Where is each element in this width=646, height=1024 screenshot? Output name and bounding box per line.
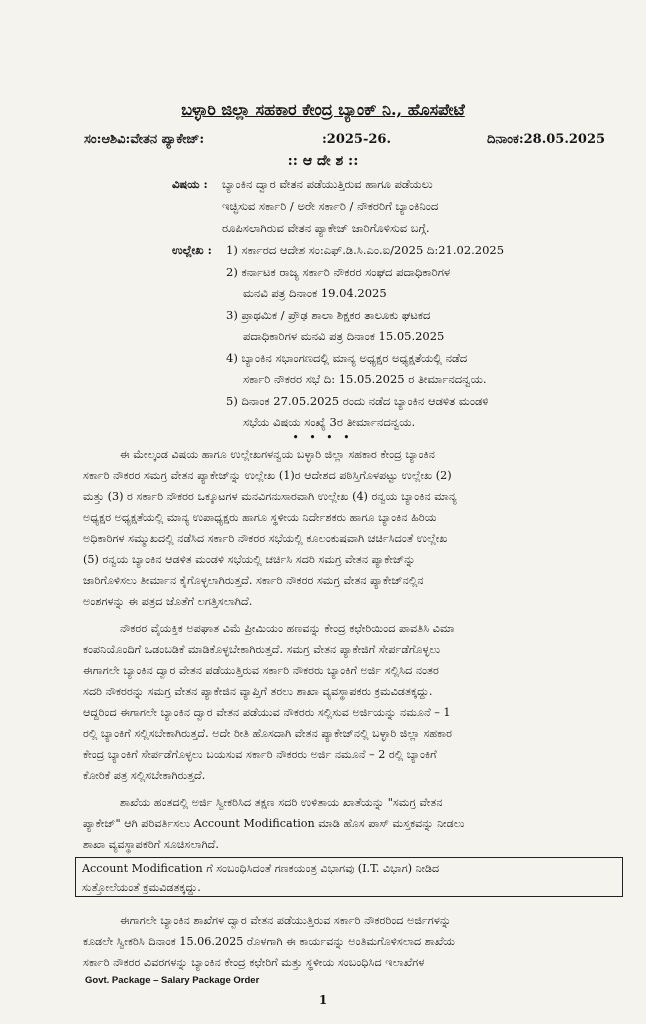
paragraph-3-line: ಪ್ಯಾಕೇಜ್" ಆಗಿ ಪರಿವರ್ತಿಸಲು Account Modification ಮಾಡಿ ಹೊಸ ಪಾಸ್ ಮಸ್ತಕವನ್ನು ನೀಡಲು: [83, 817, 465, 830]
paragraph-1-line: ಸರ್ಕಾರಿ ನೌಕರರ ಸಮಗ್ರ ವೇತನ ಪ್ಯಾಕೇಜ್‌ನ್ನು ಉಲ್ಲೇಖ (1)ರ ಆದೇಶದ ಪಠಿಸ್ತಿಗೊಳಪಟ್ಟು ಉಲ್ಲೇಖ (2): [83, 469, 452, 482]
reference-year: :2025-26.: [322, 132, 391, 147]
page-number: 1: [318, 993, 328, 1007]
paragraph-4-line: ಸರ್ಕಾರಿ ನೌಕರರ ವಿವರಗಳನ್ನು ಬ್ಯಾಂಕಿನ ಕೇಂದ್ರ ಕಛೇರಿಗೆ ಮತ್ತು ಸ್ಥಳೀಯ ಸಂಬಂಧಿಸಿದ ಇಲಾಖೆಗಳ: [83, 956, 425, 969]
paragraph-2-line: ಕಂಪನಿಯೊಂದಿಗೆ ಒಡಂಬಡಿಕೆ ಮಾಡಿಕೊಳ್ಳಬೇಕಾಗಿರುತ್ತದೆ. ಸಮಗ್ರ ವೇತನ ಪ್ಯಾಕೇಜಿಗೆ ಸೇರ್ಪಡೆಗೊಳ್ಳಲು: [83, 643, 441, 656]
paragraph-1-line: ಅಧ್ಯಕ್ಷರ ಅಧ್ಯಕ್ಷತೆಯಲ್ಲಿ ಮಾನ್ಯ ಉಪಾಧ್ಯಕ್ಷರು ಹಾಗೂ ಸ್ಥಳೀಯ ನಿರ್ದೇಶಕರು ಹಾಗೂ ಬ್ಯಾಂಕಿನ ಹಿರಿಯ: [83, 511, 437, 524]
reference-item-5-cont: ಸಭೆಯ ವಿಷಯ ಸಂಖ್ಯೆ 3ರ ತೀರ್ಮಾನದನ್ವಯ.: [243, 415, 416, 429]
reference-item-2: 2) ಕರ್ನಾಟಕ ರಾಜ್ಯ ಸರ್ಕಾರಿ ನೌಕರರ ಸಂಘದ ಪದಾಧಿಕಾರಿಗಳ: [226, 265, 451, 279]
note-line: Account Modification ಗೆ ಸಂಬಂಧಿಸಿದಂತೆ ಗಣಕಯಂತ್ರ ವಿಭಾಗವು (I.T. ವಿಭಾಗ) ನೀಡಿದ: [82, 862, 440, 875]
subject-line: ಇಚ್ಛಿಸುವ ಸರ್ಕಾರಿ / ಅರೇ ಸರ್ಕಾರಿ / ನೌಕರರಿಗೆ ಬ್ಯಾಂಕಿನಿಂದ: [222, 199, 439, 213]
paragraph-1-line: ಅಧಿಕಾರಿಗಳ ಸಮ್ಮುಖದಲ್ಲಿ ನಡೆಸಿದ ಸರ್ಕಾರಿ ನೌಕರರ ಸಭೆಯಲ್ಲಿ ಕೂಲಂಕುಷವಾಗಿ ಚರ್ಚಿಸಿದಂತೆ ಉಲ್ಲೇಖ: [83, 532, 448, 545]
paragraph-2-line: ರಲ್ಲಿ ಬ್ಯಾಂಕಿಗೆ ಸಲ್ಲಿಸಬೇಕಾಗಿರುತ್ತದೆ. ಅದೇ ರೀತಿ ಹೊಸದಾಗಿ ವೇತನ ಪ್ಯಾಕೇಜ್‌ನಲ್ಲಿ ಬಳ್ಳಾರಿ ಜಿಲ್ಲಾ ಸಹಕಾರ: [83, 727, 453, 740]
separator-dots: • • • •: [292, 433, 354, 443]
paragraph-3-line: ಶಾಖೆಯ ಹಂತದಲ್ಲಿ ಅರ್ಜಿ ಸ್ವೀಕರಿಸಿದ ತಕ್ಷಣ ಸದರಿ ಉಳಿತಾಯ ಖಾತೆಯನ್ನು "ಸಮಗ್ರ ವೇತನ: [120, 796, 443, 809]
reference-item-2-cont: ಮನವಿ ಪತ್ರ ದಿನಾಂಕ 19.04.2025: [243, 286, 387, 300]
references-label: ಉಲ್ಲೇಖ :: [172, 243, 212, 257]
paragraph-1-line: (5) ರನ್ವಯ ಬ್ಯಾಂಕಿನ ಆಡಳಿತ ಮಂಡಳಿ ಸಭೆಯಲ್ಲಿ ಚರ್ಚಿಸಿ ಸದರಿ ಸಮಗ್ರ ವೇತನ ಪ್ಯಾಕೇಜ್‌ನ್ನು: [83, 553, 416, 566]
reference-item-4-cont: ಸರ್ಕಾರಿ ನೌಕರರ ಸಭೆ ದಿ: 15.05.2025 ರ ತೀರ್ಮಾನದನ್ವಯ.: [243, 372, 487, 386]
paragraph-4-line: ಕೂಡಲೇ ಸ್ವೀಕರಿಸಿ ದಿನಾಂಕ 15.06.2025 ರೊಳಗಾಗಿ ಈ ಕಾರ್ಯವನ್ನು ಅಂತಿಮಗೊಳಿಸಲಾದ ಶಾಖೆಯ: [83, 935, 456, 948]
paragraph-2-line: ಈಗಾಗಲೇ ಬ್ಯಾಂಕಿನ ದ್ವಾರ ವೇತನ ಪಡೆಯುತ್ತಿರುವ ಸರ್ಕಾರಿ ನೌಕರರು ಬ್ಯಾಂಕಿಗೆ ಅರ್ಜಿ ಸಲ್ಲಿಸಿದ ನಂತರ: [83, 664, 439, 677]
paragraph-1-line: ಈ ಮೇಲ್ಕಂಡ ವಿಷಯ ಹಾಗೂ ಉಲ್ಲೇಖಗಳನ್ವಯ ಬಳ್ಳಾರಿ ಜಿಲ್ಲಾ ಸಹಕಾರ ಕೇಂದ್ರ ಬ್ಯಾಂಕಿನ: [120, 448, 435, 461]
subject-label: ವಿಷಯ :: [172, 177, 208, 191]
subject-line: ರೂಪಿಸಲಾಗಿರುವ ವೇತನ ಪ್ಯಾಕೇಜ್ ಜಾರಿಗೊಳಿಸುವ ಬಗ್ಗೆ.: [222, 221, 430, 235]
paragraph-2-line: ಕೋರಿಕೆ ಪತ್ರ ಸಲ್ಲಿಸಬೇಕಾಗಿರುತ್ತದೆ.: [83, 769, 206, 782]
paragraph-3-line: ಶಾಖಾ ವ್ಯವಸ್ಥಾಪಕರಿಗೆ ಸೂಚಿಸಲಾಗಿದೆ.: [83, 838, 219, 851]
subject-line: ಬ್ಯಾಂಕಿನ ದ್ವಾರ ವೇತನ ಪಡೆಯುತ್ತಿರುವ ಹಾಗೂ ಪಡೆಯಲು: [222, 177, 433, 191]
reference-number: ಸಂ:ಆಶಿವಿ:ವೇತನ ಪ್ಯಾಕೇಜ್:: [84, 132, 205, 147]
reference-item-3-cont: ಪದಾಧಿಕಾರಿಗಳ ಮನವಿ ಪತ್ರ ದಿನಾಂಕ 15.05.2025: [243, 329, 445, 343]
reference-item-1: 1) ಸರ್ಕಾರದ ಆದೇಶ ಸಂ:ಎಫ್.ಡಿ.ಸಿ.ಎಂ.ಐ/2025 ದಿ:21.02.2025: [226, 243, 505, 257]
order-heading: :: ಆ ದೇ ಶ ::: [287, 153, 359, 169]
paragraph-2-line: ಕೇಂದ್ರ ಬ್ಯಾಂಕಿಗೆ ಸೇರ್ಪಡೆಗೊಳ್ಳಲು ಬಯಸುವ ಸರ್ಕಾರಿ ನೌಕರರು ಅರ್ಜಿ ನಮೂನೆ – 2 ರಲ್ಲಿ ಬ್ಯಾಂಕಿಗೆ: [83, 748, 437, 761]
paragraph-1-line: ಜಾರಿಗೊಳಿಸಲು ತೀರ್ಮಾನ ಕೈಗೊಳ್ಳಲಾಗಿರುತ್ತದೆ. ಸರ್ಕಾರಿ ನೌಕರರ ಸಮಗ್ರ ವೇತನ ಪ್ಯಾಕೇಜ್‌ನಲ್ಲಿನ: [83, 574, 424, 587]
paragraph-2-line: ಆದ್ದರಿಂದ ಈಗಾಗಲೇ ಬ್ಯಾಂಕಿನ ದ್ವಾರ ವೇತನ ಪಡೆಯುವ ನೌಕರರು ಸಲ್ಲಿಸುವ ಅರ್ಜಿಯನ್ನು ನಮೂನೆ – 1: [83, 706, 451, 719]
paragraph-2-line: ನೌಕರರ ವೈಯಕ್ತಿಕ ಅಪಘಾತ ವಿಮೆ ಪ್ರೀಮಿಯಂ ಹಣವನ್ನು ಕೇಂದ್ರ ಕಛೇರಿಯಿಂದ ಪಾವತಿಸಿ ವಿಮಾ: [120, 622, 455, 635]
paragraph-1-line: ಅಂಶಗಳನ್ನು ಈ ಪತ್ರದ ಜೊತೆಗೆ ಲಗತ್ತಿಸಲಾಗಿದೆ.: [83, 595, 253, 608]
paragraph-2-line: ಸದರಿ ನೌಕರರನ್ನು ಸಮಗ್ರ ವೇತನ ಪ್ಯಾಕೇಜಿನ ವ್ಯಾಪ್ತಿಗೆ ತರಲು ಶಾಖಾ ವ್ಯವಸ್ಥಾಪಕರು ಕ್ರಮವಿಡತಕ್ಕದ್ದು.: [83, 685, 433, 698]
reference-item-3: 3) ಪ್ರಾಥಮಿಕ / ಪ್ರೌಢ ಶಾಲಾ ಶಿಕ್ಷಕರ ತಾಲೂಕು ಘಟಕದ: [226, 308, 431, 322]
bank-title: ಬಳ್ಳಾರಿ ಜಿಲ್ಲಾ ಸಹಕಾರ ಕೇಂದ್ರ ಬ್ಯಾಂಕ್ ನಿ., ಹೊಸಪೇಟೆ: [181, 100, 465, 119]
paragraph-1-line: ಮತ್ತು (3) ರ ಸರ್ಕಾರಿ ನೌಕರರ ಒಕ್ಕೂಟಗಳ ಮನವಿಗನುಸಾರವಾಗಿ ಉಲ್ಲೇಖ (4) ರನ್ವಯ ಬ್ಯಾಂಕಿನ ಮಾನ್ಯ: [83, 490, 457, 503]
order-date: ದಿನಾಂಕ:28.05.2025: [487, 132, 606, 147]
note-line: ಸುತ್ತೋಲೆಯಂತೆ ಕ್ರಮವಿಡತಕ್ಕದ್ದು.: [82, 881, 201, 894]
account-modification-note: [75, 857, 623, 897]
reference-item-4: 4) ಬ್ಯಾಂಕಿನ ಸಭಾಂಗಣದಲ್ಲಿ ಮಾನ್ಯ ಅಧ್ಯಕ್ಷರ ಅಧ್ಯಕ್ಷತೆಯಲ್ಲಿ ನಡೆದ: [226, 351, 468, 365]
reference-item-5: 5) ದಿನಾಂಕ 27.05.2025 ರಂದು ನಡೆದ ಬ್ಯಾಂಕಿನ ಆಡಳಿತ ಮಂಡಳಿ: [226, 394, 489, 408]
footer-document-label: Govt. Package – Salary Package Order: [85, 975, 260, 986]
paragraph-4-line: ಈಗಾಗಲೇ ಬ್ಯಾಂಕಿನ ಶಾಖೆಗಳ ದ್ವಾರ ವೇತನ ಪಡೆಯುತ್ತಿರುವ ಸರ್ಕಾರಿ ನೌಕರರಿಂದ ಅರ್ಜಿಗಳನ್ನು: [120, 914, 452, 927]
